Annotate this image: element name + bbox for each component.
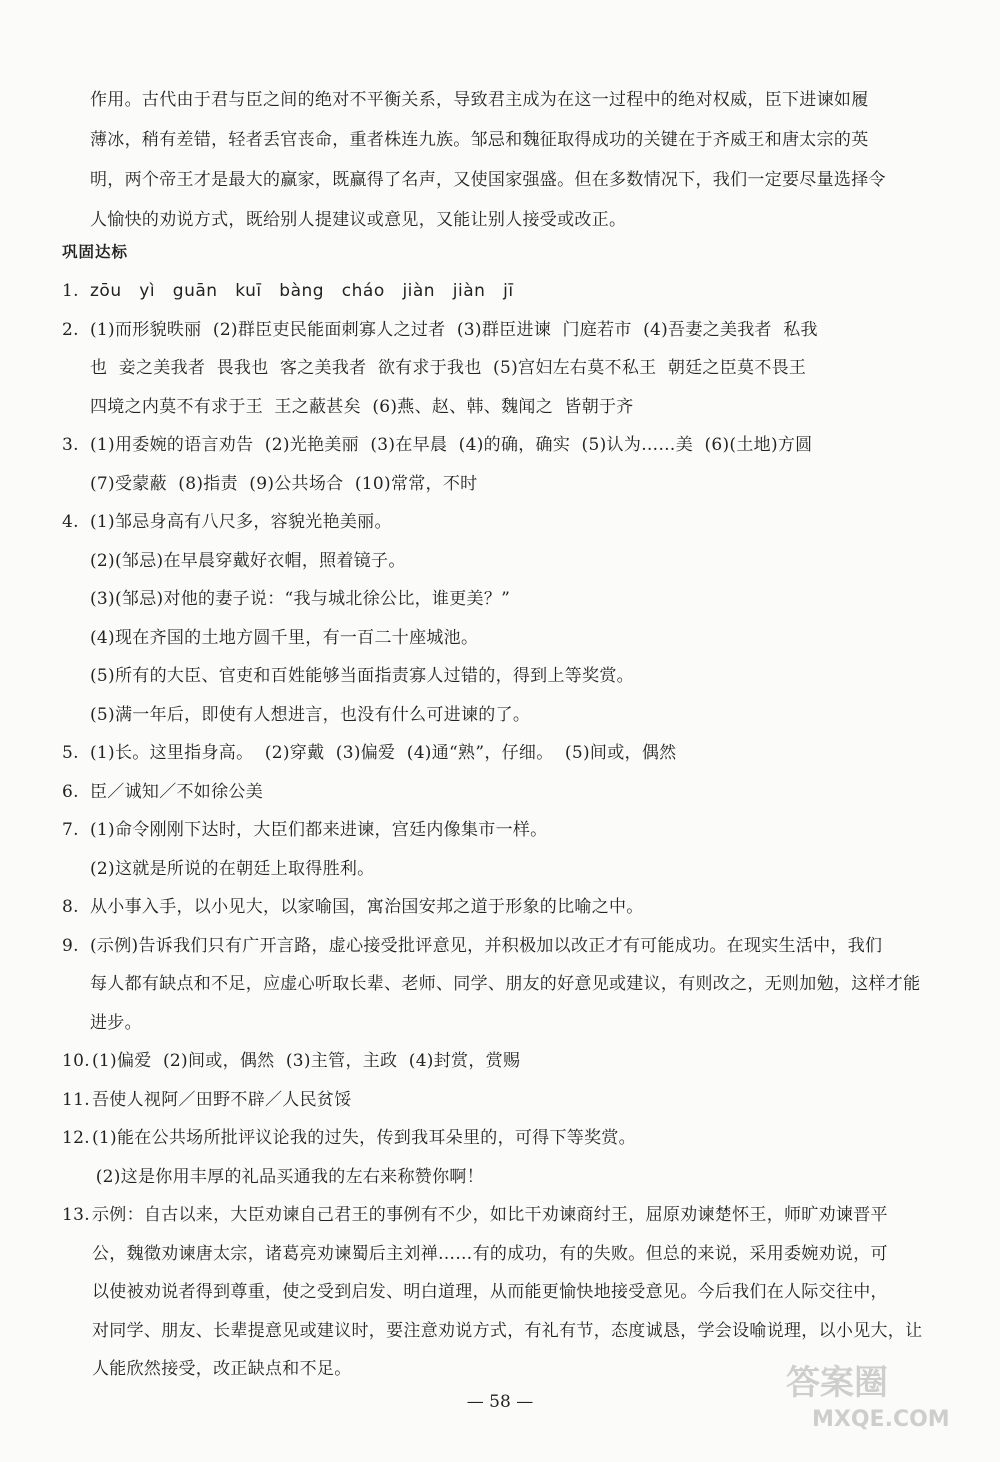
answer-subline: (5)所有的大臣、官吏和百姓能够当面指责寡人过错的，得到上等奖赏。	[90, 666, 634, 686]
intro-line: 人愉快的劝说方式，既给别人提建议或意见，又能让别人接受或改正。	[90, 210, 627, 230]
answer-subline: (2)这就是所说的在朝廷上取得胜利。	[90, 858, 375, 879]
intro-line: 薄冰，稍有差错，轻者丢官丧命，重者株连九族。邹忌和魏征取得成功的关键在于齐威王和唐太宗的英	[90, 130, 869, 150]
page-number: — 58 —	[466, 1392, 534, 1412]
answer-item-4	[62, 503, 952, 542]
answer-line: 对同学、朋友、长辈提意见或建议时，要注意劝说方式，有礼有节，态度诚恳，学会设喻说理，以小见大，让	[92, 1320, 923, 1341]
answer-line: 公，魏徵劝谏唐太宗，诸葛亮劝谏蜀后主刘禅……有的成功，有的失败。但总的来说，采用委婉劝说，可	[92, 1243, 888, 1264]
answer-item-7	[62, 811, 952, 850]
answer-line: 以使被劝说者得到尊重，使之受到启发、明白道理，从而能更愉快地接受意见。今后我们在人际交往中，	[92, 1282, 888, 1302]
answer-line: 每人都有缺点和不足，应虚心听取长辈、老师、同学、朋友的好意见或建议，有则改之，无则加勉，这样才能	[90, 974, 921, 994]
item-number: 8.	[62, 897, 79, 917]
answer-line: 从小事入手，以小见大，以家喻国，寓治国安邦之道于形象的比喻之中。	[90, 897, 644, 917]
answer-line: (1)而形貌昳丽 (2)群臣吏民能面刺寡人之过者 (3)群臣进谏 门庭若市 (4)吾妻之美我者 私我	[90, 319, 818, 340]
answer-item-5	[62, 734, 952, 773]
answer-line: (7)受蒙蔽 (8)指责 (9)公共场合 (10)常常，不时	[90, 473, 478, 494]
answer-item-9	[62, 927, 952, 1043]
answer-subline: (2)(邹忌)在早晨穿戴好衣帽，照着镜子。	[90, 550, 406, 571]
item-number: 2.	[62, 319, 79, 340]
answer-item-1	[62, 272, 952, 311]
item-number: 5.	[62, 743, 79, 763]
item-number: 12.	[62, 1128, 90, 1148]
answer-line: 吾使人视阿／田野不辟／人民贫馁	[92, 1089, 352, 1110]
answer-line: 进步。	[90, 1012, 142, 1033]
answer-subline: (2)这是你用丰厚的礼品买通我的左右来称赞你啊！	[90, 1166, 484, 1187]
answer-line: (1)邹忌身高有八尺多，容貌光艳美丽。	[90, 512, 392, 532]
answer-item-6	[62, 773, 952, 812]
answer-line: (1)能在公共场所批评议论我的过失，传到我耳朵里的，可得下等奖赏。	[92, 1128, 636, 1148]
item-number: 7.	[62, 820, 79, 840]
answer-line: 人能欣然接受，改正缺点和不足。	[92, 1359, 352, 1379]
answer-line: (1)命令刚刚下达时，大臣们都来进谏，宫廷内像集市一样。	[90, 820, 548, 840]
answer-line: 四境之内莫不有求于王 王之蔽甚矣 (6)燕、赵、韩、魏闻之 皆朝于齐	[90, 396, 634, 417]
answer-item-12	[62, 1119, 952, 1158]
answer-subline: (4)现在齐国的土地方圆千里，有一百二十座城池。	[90, 627, 479, 648]
item-number: 1.	[62, 281, 79, 301]
item-number: 3.	[62, 435, 79, 455]
watermark-top: 答案圈	[786, 1363, 888, 1403]
answer-item-11	[62, 1081, 952, 1120]
watermark-logo	[774, 1354, 964, 1434]
answer-line: 示例：自古以来，大臣劝谏自己君王的事例有不少，如比干劝谏商纣王，屈原劝谏楚怀王，师旷劝谏晋平	[92, 1205, 888, 1225]
intro-line: 作用。古代由于君与臣之间的绝对不平衡关系，导致君主成为在这一过程中的绝对权威，臣下进谏如履	[90, 90, 869, 110]
item-number: 6.	[62, 781, 79, 802]
watermark-bottom: MXQE.COM	[812, 1407, 950, 1432]
answer-subline: (5)满一年后，即使有人想进言，也没有什么可进谏的了。	[90, 704, 531, 725]
answer-item-10	[62, 1042, 952, 1081]
answer-line: 臣／诚知／不如徐公美	[90, 781, 263, 802]
answer-subline: (3)(邹忌)对他的妻子说：“我与城北徐公比，谁更美？”	[90, 589, 511, 609]
answer-item-3	[62, 426, 952, 503]
intro-paragraph	[90, 80, 950, 240]
answer-line: 也 妾之美我者 畏我也 客之美我者 欲有求于我也 (5)宫妇左右莫不私王 朝廷之臣莫不畏王	[90, 358, 807, 378]
intro-line: 明，两个帝王才是最大的赢家，既赢得了名声，又使国家强盛。但在多数情况下，我们一定要尽量选择令	[90, 170, 886, 190]
answer-line: (1)长。这里指身高。 (2)穿戴 (3)偏爱 (4)通“熟”，仔细。 (5)间或，偶然	[90, 743, 677, 763]
answer-line: (示例)告诉我们只有广开言路，虚心接受批评意见，并积极加以改正才有可能成功。在现实生活中，我们	[90, 935, 883, 956]
answer-item-2	[62, 311, 952, 427]
item-number: 10.	[62, 1051, 90, 1071]
answer-line: zōu yì guān kuī bàng cháo jiàn jiàn jī	[90, 281, 514, 301]
item-number: 11.	[62, 1089, 90, 1110]
item-number: 4.	[62, 512, 79, 532]
answer-list	[62, 272, 952, 1389]
answer-line: (1)偏爱 (2)间或，偶然 (3)主管，主政 (4)封赏，赏赐	[92, 1051, 521, 1071]
answer-item-8	[62, 888, 952, 927]
item-number: 9.	[62, 935, 79, 956]
section-heading: 巩固达标	[62, 243, 129, 261]
item-number: 13.	[62, 1205, 90, 1225]
answer-line: (1)用委婉的语言劝告 (2)光艳美丽 (3)在早晨 (4)的确，确实 (5)认为……美 (6)(土地)方圆	[90, 435, 813, 455]
